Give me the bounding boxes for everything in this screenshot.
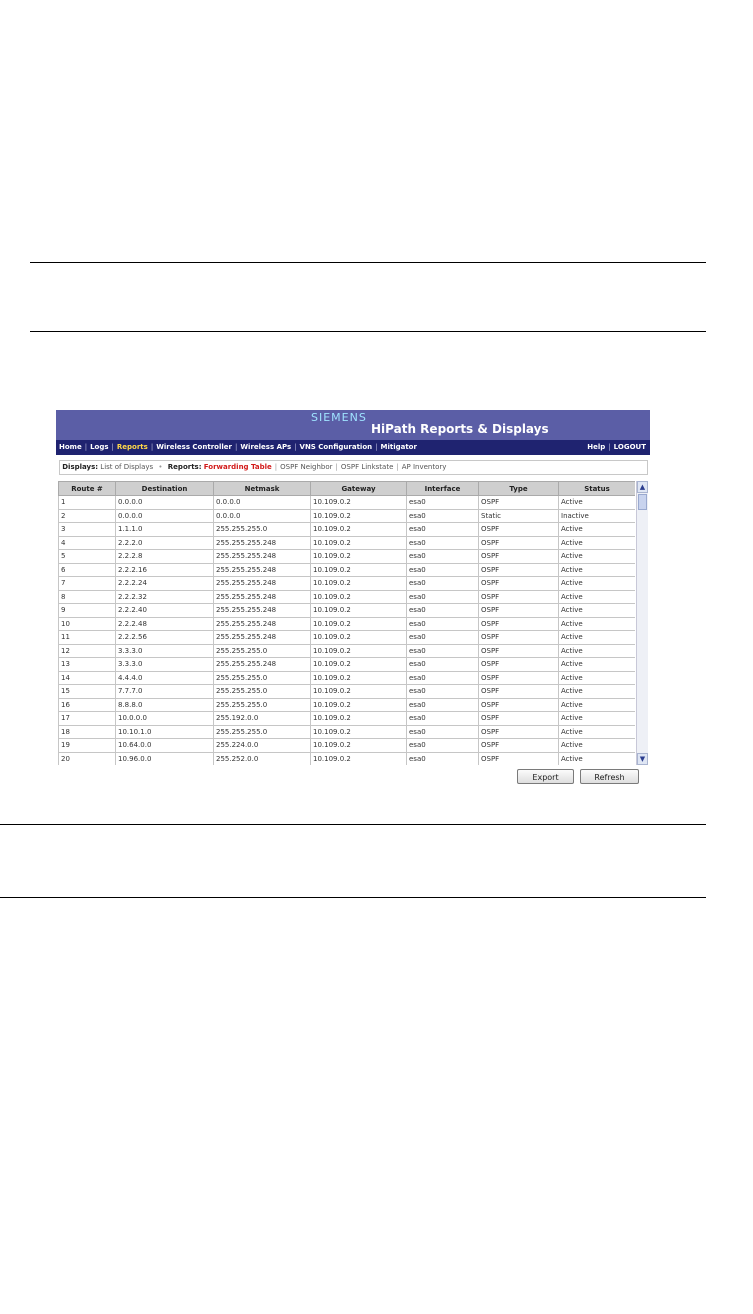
table-cell: esa0 — [407, 739, 479, 753]
table-row[interactable] — [59, 739, 636, 753]
table-cell: 0.0.0.0 — [214, 509, 311, 523]
table-cell: Active — [559, 550, 636, 564]
column-header-destination[interactable]: Destination — [116, 482, 214, 496]
table-cell: 255.255.255.0 — [214, 725, 311, 739]
bullet-separator: • — [158, 463, 163, 471]
nav-separator: | — [234, 443, 238, 451]
table-cell: 2 — [59, 509, 116, 523]
table-cell: 4.4.4.0 — [116, 671, 214, 685]
nav-item-wireless-aps[interactable]: Wireless APs — [240, 443, 292, 451]
table-row[interactable] — [59, 590, 636, 604]
table-cell: 10.109.0.2 — [311, 698, 407, 712]
table-cell: Active — [559, 712, 636, 726]
app-title: HiPath Reports & Displays — [371, 422, 549, 436]
table-row[interactable] — [59, 563, 636, 577]
table-cell: esa0 — [407, 752, 479, 765]
refresh-button[interactable]: Refresh — [580, 769, 639, 784]
table-cell: 10.109.0.2 — [311, 604, 407, 618]
table-cell: Static — [479, 509, 559, 523]
table-cell: 255.255.255.248 — [214, 563, 311, 577]
table-cell: OSPF — [479, 550, 559, 564]
nav-item-wireless-controller[interactable]: Wireless Controller — [156, 443, 232, 451]
table-cell: OSPF — [479, 671, 559, 685]
displays-label: Displays: — [62, 463, 99, 471]
table-cell: Active — [559, 671, 636, 685]
nav-item-logs[interactable]: Logs — [90, 443, 109, 451]
nav-item-reports[interactable]: Reports — [116, 443, 148, 451]
table-cell: 7.7.7.0 — [116, 685, 214, 699]
brand-logo: SIEMENS — [311, 411, 367, 424]
table-cell: OSPF — [479, 563, 559, 577]
nav-item-help[interactable]: Help — [587, 443, 606, 451]
table-cell: 18 — [59, 725, 116, 739]
column-header-route[interactable]: Route # — [59, 482, 116, 496]
screenshot-frame — [56, 410, 650, 794]
table-cell: Active — [559, 644, 636, 658]
link-ospf-linkstate[interactable]: OSPF Linkstate — [340, 463, 394, 471]
table-cell: 10.109.0.2 — [311, 685, 407, 699]
table-row[interactable] — [59, 604, 636, 618]
column-header-type[interactable]: Type — [479, 482, 559, 496]
table-cell: 2.2.2.48 — [116, 617, 214, 631]
table-cell: 19 — [59, 739, 116, 753]
table-cell: 2.2.2.8 — [116, 550, 214, 564]
link-ospf-neighbor[interactable]: OSPF Neighbor — [280, 463, 333, 471]
table-cell: esa0 — [407, 685, 479, 699]
table-cell: 5 — [59, 550, 116, 564]
table-cell: 255.255.255.0 — [214, 644, 311, 658]
forwarding-table — [58, 481, 635, 765]
link-list-of-displays[interactable]: List of Displays — [100, 463, 154, 471]
table-cell: esa0 — [407, 590, 479, 604]
table-cell: 255.255.255.248 — [214, 617, 311, 631]
table-cell: 20 — [59, 752, 116, 765]
table-cell: OSPF — [479, 523, 559, 537]
table-row[interactable] — [59, 577, 636, 591]
link-forwarding-table[interactable]: Forwarding Table — [203, 463, 272, 471]
table-cell: 10.109.0.2 — [311, 712, 407, 726]
column-header-interface[interactable]: Interface — [407, 482, 479, 496]
column-header-status[interactable]: Status — [559, 482, 636, 496]
chevron-down-icon[interactable]: ▼ — [637, 753, 648, 765]
table-cell: 7 — [59, 577, 116, 591]
table-cell: esa0 — [407, 604, 479, 618]
subnav-separator: | — [335, 463, 338, 471]
divider-upper — [30, 331, 706, 332]
table-cell: esa0 — [407, 725, 479, 739]
table-row[interactable] — [59, 617, 636, 631]
divider-top — [30, 262, 706, 263]
subnav-separator: | — [396, 463, 399, 471]
table-cell: 11 — [59, 631, 116, 645]
column-header-gateway[interactable]: Gateway — [311, 482, 407, 496]
table-cell: OSPF — [479, 698, 559, 712]
table-cell: OSPF — [479, 685, 559, 699]
table-cell: esa0 — [407, 671, 479, 685]
table-cell: 255.252.0.0 — [214, 752, 311, 765]
table-cell: Active — [559, 739, 636, 753]
table-cell: 3.3.3.0 — [116, 644, 214, 658]
table-cell: 255.192.0.0 — [214, 712, 311, 726]
table-cell: OSPF — [479, 658, 559, 672]
table-cell: 10.109.0.2 — [311, 725, 407, 739]
table-cell: 255.255.255.0 — [214, 523, 311, 537]
table-cell: OSPF — [479, 712, 559, 726]
subnav-separator: | — [274, 463, 278, 471]
table-cell: 10.109.0.2 — [311, 496, 407, 510]
table-cell: 2.2.2.0 — [116, 536, 214, 550]
table-row[interactable] — [59, 671, 636, 685]
table-cell: 3.3.3.0 — [116, 658, 214, 672]
export-button[interactable]: Export — [517, 769, 574, 784]
nav-item-vns-configuration[interactable]: VNS Configuration — [299, 443, 373, 451]
link-ap-inventory[interactable]: AP Inventory — [401, 463, 447, 471]
nav-separator: | — [84, 443, 88, 451]
table-cell: 2.2.2.40 — [116, 604, 214, 618]
table-cell: 17 — [59, 712, 116, 726]
table-cell: Active — [559, 577, 636, 591]
table-row[interactable] — [59, 496, 636, 510]
table-row[interactable] — [59, 523, 636, 537]
table-cell: esa0 — [407, 577, 479, 591]
table-cell: esa0 — [407, 617, 479, 631]
nav-separator: | — [608, 443, 611, 451]
table-cell: 15 — [59, 685, 116, 699]
table-cell: 10.109.0.2 — [311, 658, 407, 672]
table-cell: OSPF — [479, 739, 559, 753]
table-cell: esa0 — [407, 631, 479, 645]
main-nav-left — [59, 440, 417, 455]
table-cell: esa0 — [407, 644, 479, 658]
table-cell: 10.109.0.2 — [311, 671, 407, 685]
table-cell: OSPF — [479, 496, 559, 510]
table-cell: 255.255.255.248 — [214, 604, 311, 618]
table-cell: Active — [559, 523, 636, 537]
table-cell: 2.2.2.16 — [116, 563, 214, 577]
table-cell: 10.109.0.2 — [311, 509, 407, 523]
table-cell: 0.0.0.0 — [116, 496, 214, 510]
table-row[interactable] — [59, 509, 636, 523]
forwarding-table-container — [58, 481, 635, 765]
table-cell: 255.255.255.248 — [214, 590, 311, 604]
table-cell: 10.109.0.2 — [311, 644, 407, 658]
nav-separator: | — [375, 443, 378, 451]
table-row[interactable] — [59, 644, 636, 658]
table-cell: 8 — [59, 590, 116, 604]
table-cell: 10.96.0.0 — [116, 752, 214, 765]
table-cell: 1.1.1.0 — [116, 523, 214, 537]
table-cell: 10.109.0.2 — [311, 577, 407, 591]
nav-separator: | — [111, 443, 114, 451]
table-row[interactable] — [59, 725, 636, 739]
table-row[interactable] — [59, 536, 636, 550]
table-cell: Active — [559, 604, 636, 618]
reports-label: Reports: — [167, 463, 202, 471]
table-cell: 255.255.255.0 — [214, 685, 311, 699]
table-cell: esa0 — [407, 712, 479, 726]
nav-item-logout[interactable]: LOGOUT — [613, 443, 646, 451]
table-cell: 255.255.255.248 — [214, 550, 311, 564]
table-cell: 0.0.0.0 — [214, 496, 311, 510]
table-cell: 10.109.0.2 — [311, 590, 407, 604]
table-header-row — [59, 482, 636, 496]
table-cell: 10.10.1.0 — [116, 725, 214, 739]
table-cell: OSPF — [479, 604, 559, 618]
main-nav-right — [587, 440, 646, 455]
table-row[interactable] — [59, 698, 636, 712]
table-cell: Inactive — [559, 509, 636, 523]
table-cell: 10.109.0.2 — [311, 752, 407, 765]
table-cell: 0.0.0.0 — [116, 509, 214, 523]
table-row[interactable] — [59, 631, 636, 645]
table-cell: esa0 — [407, 563, 479, 577]
table-cell: 255.255.255.248 — [214, 631, 311, 645]
table-cell: esa0 — [407, 550, 479, 564]
table-cell: OSPF — [479, 617, 559, 631]
table-cell: 255.255.255.248 — [214, 577, 311, 591]
table-cell: 16 — [59, 698, 116, 712]
table-row[interactable] — [59, 752, 636, 765]
table-cell: Active — [559, 698, 636, 712]
table-cell: 14 — [59, 671, 116, 685]
table-cell: Active — [559, 496, 636, 510]
nav-separator: | — [150, 443, 154, 451]
table-cell: 12 — [59, 644, 116, 658]
table-cell: esa0 — [407, 698, 479, 712]
table-scrollbar[interactable] — [636, 481, 648, 765]
table-cell: OSPF — [479, 644, 559, 658]
table-row[interactable] — [59, 712, 636, 726]
table-cell: 10.109.0.2 — [311, 739, 407, 753]
table-row[interactable] — [59, 685, 636, 699]
table-cell: Active — [559, 725, 636, 739]
table-cell: Active — [559, 685, 636, 699]
divider-bottom — [0, 897, 706, 898]
table-cell: 2.2.2.32 — [116, 590, 214, 604]
table-cell: 1 — [59, 496, 116, 510]
table-cell: 10.109.0.2 — [311, 563, 407, 577]
table-cell: Active — [559, 617, 636, 631]
table-cell: Active — [559, 631, 636, 645]
table-cell: 6 — [59, 563, 116, 577]
table-cell: 3 — [59, 523, 116, 537]
divider-lower — [0, 824, 706, 825]
main-nav — [56, 440, 650, 455]
table-cell: esa0 — [407, 496, 479, 510]
table-cell: Active — [559, 752, 636, 765]
table-cell: 255.224.0.0 — [214, 739, 311, 753]
table-cell: 13 — [59, 658, 116, 672]
table-cell: esa0 — [407, 509, 479, 523]
table-cell: esa0 — [407, 536, 479, 550]
table-cell: OSPF — [479, 725, 559, 739]
table-cell: esa0 — [407, 658, 479, 672]
table-row[interactable] — [59, 658, 636, 672]
table-cell: OSPF — [479, 752, 559, 765]
table-cell: 2.2.2.56 — [116, 631, 214, 645]
table-cell: OSPF — [479, 590, 559, 604]
column-header-netmask[interactable]: Netmask — [214, 482, 311, 496]
nav-item-home[interactable]: Home — [59, 443, 82, 451]
sub-nav — [59, 460, 648, 475]
table-cell: 10.64.0.0 — [116, 739, 214, 753]
table-cell: 10.109.0.2 — [311, 617, 407, 631]
table-cell: Active — [559, 563, 636, 577]
app-banner — [56, 410, 650, 440]
table-row[interactable] — [59, 550, 636, 564]
table-cell: 10.0.0.0 — [116, 712, 214, 726]
table-cell: 8.8.8.0 — [116, 698, 214, 712]
table-cell: 10.109.0.2 — [311, 550, 407, 564]
table-cell: OSPF — [479, 536, 559, 550]
table-cell: 10.109.0.2 — [311, 536, 407, 550]
table-cell: 9 — [59, 604, 116, 618]
chevron-up-icon[interactable]: ▲ — [637, 481, 648, 493]
table-cell: Active — [559, 590, 636, 604]
table-cell: OSPF — [479, 631, 559, 645]
table-cell: 255.255.255.248 — [214, 658, 311, 672]
table-cell: 4 — [59, 536, 116, 550]
scrollbar-thumb[interactable] — [638, 494, 647, 510]
table-cell: OSPF — [479, 577, 559, 591]
nav-item-mitigator[interactable]: Mitigator — [380, 443, 417, 451]
table-cell: 10 — [59, 617, 116, 631]
table-cell: 255.255.255.0 — [214, 698, 311, 712]
table-cell: 255.255.255.248 — [214, 536, 311, 550]
table-cell: Active — [559, 658, 636, 672]
table-cell: Active — [559, 536, 636, 550]
table-cell: 255.255.255.0 — [214, 671, 311, 685]
table-cell: 10.109.0.2 — [311, 523, 407, 537]
table-cell: esa0 — [407, 523, 479, 537]
nav-separator: | — [294, 443, 297, 451]
table-cell: 2.2.2.24 — [116, 577, 214, 591]
table-cell: 10.109.0.2 — [311, 631, 407, 645]
